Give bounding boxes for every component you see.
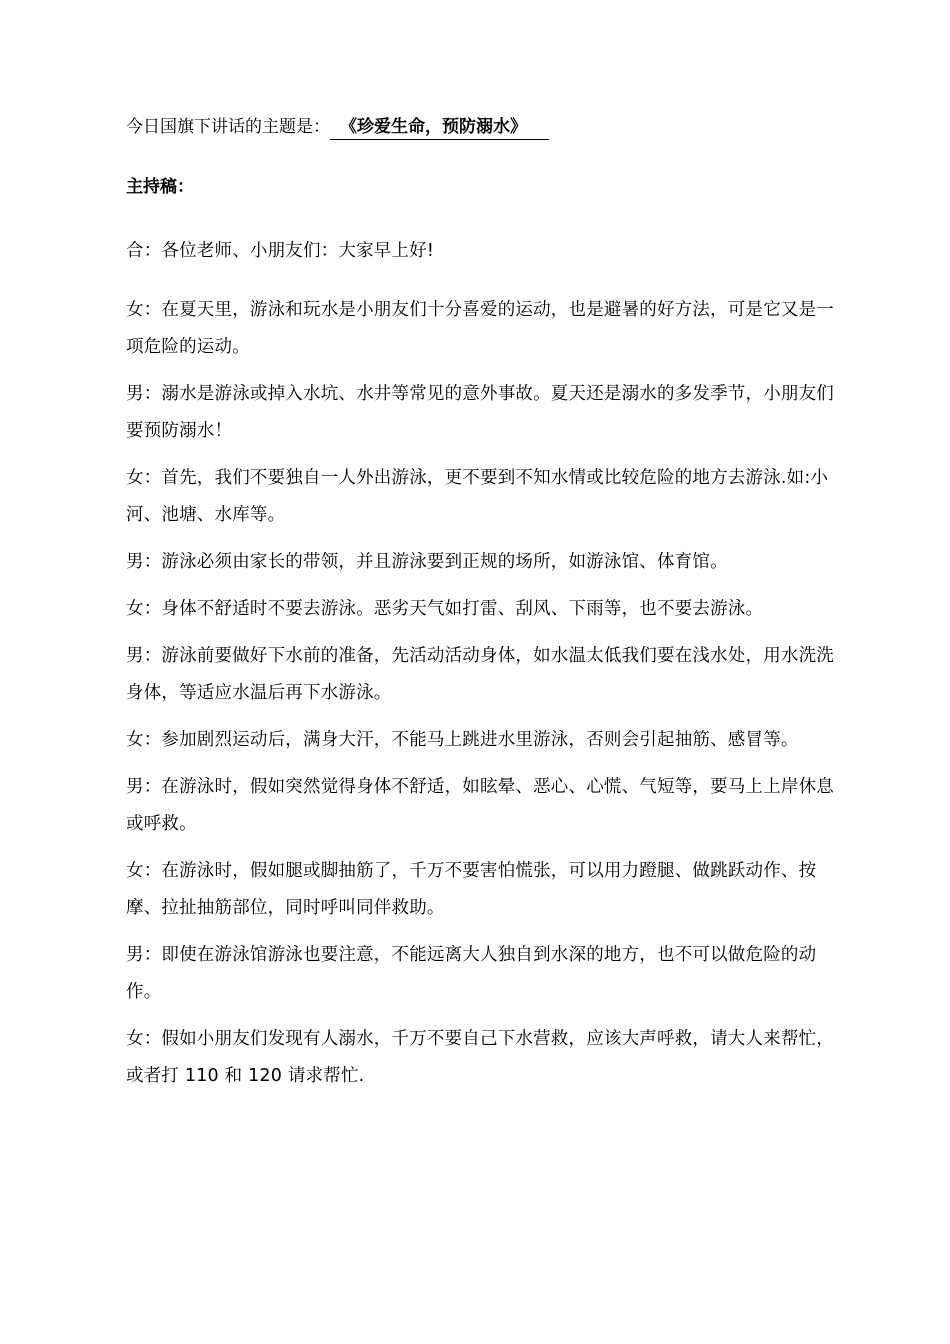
topic-prefix: 今日国旗下讲话的主题是：: [126, 117, 330, 137]
dialogue-text: 首先，我们不要独自一人外出游泳，更不要到不知水情或比较危险的地方去游泳.如:小河、池塘、水库等。: [126, 468, 829, 525]
speaker-label: 合：: [126, 241, 162, 261]
dialogue-line: [126, 722, 850, 759]
dialogue-line: [126, 638, 850, 712]
speaker-label: 女：: [126, 861, 162, 881]
dialogue-list: [126, 233, 850, 1105]
dialogue-text: 在夏天里，游泳和玩水是小朋友们十分喜爱的运动，也是避暑的好方法，可是它又是一项危险的运动。: [126, 300, 835, 357]
dialogue-text: 即使在游泳馆游泳也要注意，不能远离大人独自到水深的地方，也不可以做危险的动作。: [126, 945, 817, 1002]
topic-line: [126, 113, 549, 141]
dialogue-line: [126, 1021, 850, 1095]
speaker-label: 男：: [126, 646, 162, 666]
host-script-label: 主持稿：: [126, 177, 194, 197]
dialogue-text: 各位老师、小朋友们：大家早上好!: [161, 241, 435, 261]
speaker-label: 女：: [126, 1029, 162, 1049]
speaker-label: 女：: [126, 730, 162, 750]
speaker-label: 女：: [126, 599, 162, 619]
dialogue-line: [126, 769, 850, 843]
dialogue-text: 身体不舒适时不要去游泳。恶劣天气如打雷、刮风、下雨等，也不要去游泳。: [161, 599, 764, 619]
dialogue-line: [126, 292, 850, 366]
topic-title: 《珍爱生命，预防溺水》: [330, 115, 549, 140]
dialogue-line: [126, 460, 850, 534]
dialogue-text: 参加剧烈运动后，满身大汗，不能马上跳进水里游泳，否则会引起抽筋、感冒等。: [161, 730, 799, 750]
dialogue-line: [126, 233, 850, 270]
dialogue-text: 在游泳时，假如腿或脚抽筋了，千万不要害怕慌张，可以用力蹬腿、做跳跃动作、按摩、拉扯抽筋部位，同时呼叫同伴救助。: [126, 861, 817, 918]
dialogue-text: 假如小朋友们发现有人溺水，千万不要自己下水营救，应该大声呼救，请大人来帮忙，或者打 110 和 120 请求帮忙.: [126, 1029, 835, 1086]
dialogue-text: 溺水是游泳或掉入水坑、水井等常见的意外事故。夏天还是溺水的多发季节，小朋友们要预防溺水！: [126, 384, 835, 441]
speaker-label: 男：: [126, 945, 162, 965]
dialogue-line: [126, 591, 850, 628]
dialogue-line: [126, 544, 850, 581]
speaker-label: 女：: [126, 468, 162, 488]
dialogue-line: [126, 853, 850, 927]
dialogue-text: 在游泳时，假如突然觉得身体不舒适，如眩晕、恶心、心慌、气短等，要马上上岸休息或呼救。: [126, 777, 835, 834]
speaker-label: 女：: [126, 300, 162, 320]
dialogue-text: 游泳必须由家长的带领，并且游泳要到正规的场所，如游泳馆、体育馆。: [161, 552, 728, 572]
speaker-label: 男：: [126, 384, 162, 404]
speaker-label: 男：: [126, 552, 162, 572]
dialogue-text: 游泳前要做好下水前的准备，先活动活动身体，如水温太低我们要在浅水处，用水洗洗身体，等适应水温后再下水游泳。: [126, 646, 835, 703]
dialogue-line: [126, 937, 850, 1011]
speaker-label: 男：: [126, 777, 162, 797]
dialogue-line: [126, 376, 850, 450]
